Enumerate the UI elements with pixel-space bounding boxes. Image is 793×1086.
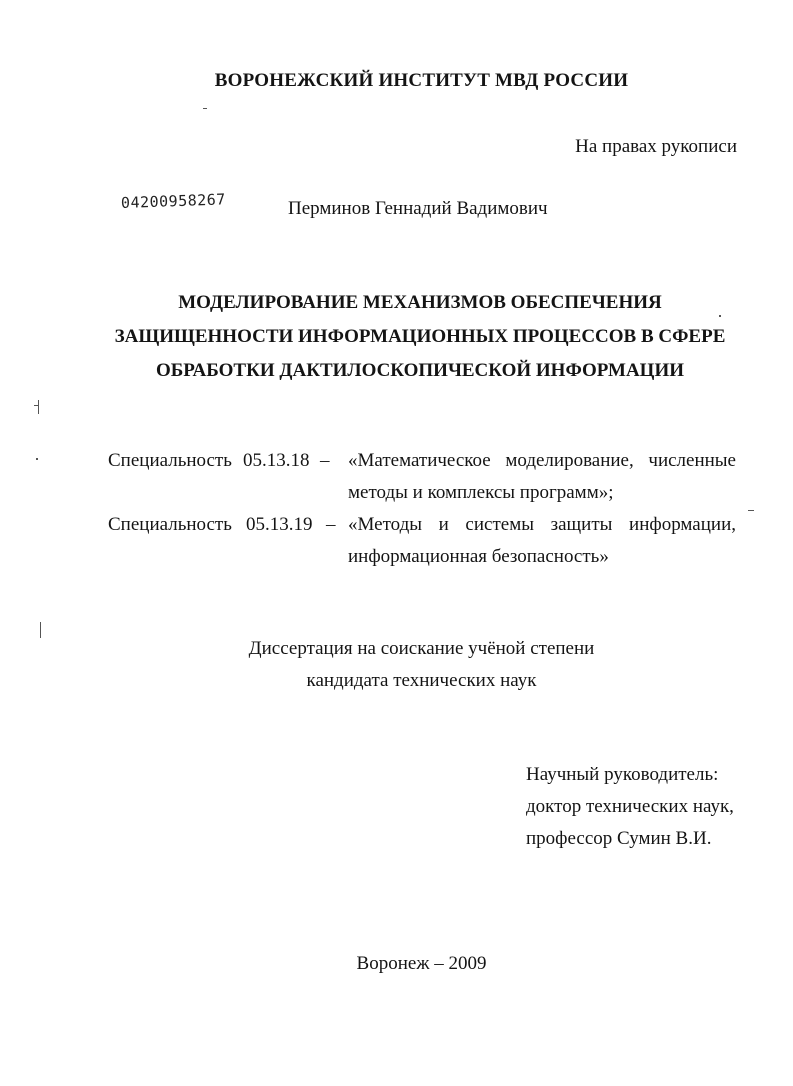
specialty-description-line: информационная безопасность» xyxy=(348,546,609,567)
dissertation-purpose: Диссертация на соискание учёной степени xyxy=(248,638,595,659)
academic-degree: кандидата технических наук xyxy=(306,670,537,691)
scan-artifact xyxy=(34,405,38,406)
thesis-title-line: ОБРАБОТКИ ДАКТИЛОСКОПИЧЕСКОЙ ИНФОРМАЦИИ xyxy=(155,360,685,381)
institute-name: ВОРОНЕЖСКИЙ ИНСТИТУТ МВД РОССИИ xyxy=(214,70,629,91)
author-name: Перминов Геннадий Вадимович xyxy=(288,198,548,219)
scan-artifact xyxy=(38,400,39,414)
specialty-dash: – xyxy=(326,514,336,535)
thesis-title-line: ЗАЩИЩЕННОСТИ ИНФОРМАЦИОННЫХ ПРОЦЕССОВ В СФЕРЕ xyxy=(114,326,726,347)
scan-artifact xyxy=(40,622,41,638)
city-year: Воронеж – 2009 xyxy=(356,953,487,974)
supervisor-heading: Научный руководитель: xyxy=(526,764,719,785)
archive-stamp-number: 04200958267 xyxy=(120,190,227,212)
specialty-code: 05.13.19 xyxy=(246,514,313,535)
specialty-code: 05.13.18 xyxy=(243,450,310,471)
scan-artifact xyxy=(719,315,721,317)
specialty-description-line: «Методы и системы защиты информации, xyxy=(348,514,736,535)
scan-artifact xyxy=(748,510,754,511)
specialty-label: Специальность xyxy=(108,514,232,535)
specialty-description-line: «Математическое моделирование, численные xyxy=(348,450,736,471)
thesis-title-line: МОДЕЛИРОВАНИЕ МЕХАНИЗМОВ ОБЕСПЕЧЕНИЯ xyxy=(178,292,662,313)
supervisor-degree: доктор технических наук, xyxy=(526,796,734,817)
thesis-title xyxy=(100,286,740,388)
specialty-description-line: методы и комплексы программ»; xyxy=(348,482,614,503)
scan-artifact xyxy=(36,458,38,460)
specialty-dash: – xyxy=(320,450,330,471)
scan-artifact xyxy=(203,108,207,109)
specialty-label: Специальность xyxy=(108,450,232,471)
supervisor-name: профессор Сумин В.И. xyxy=(526,828,712,849)
manuscript-rights: На правах рукописи xyxy=(575,136,737,157)
